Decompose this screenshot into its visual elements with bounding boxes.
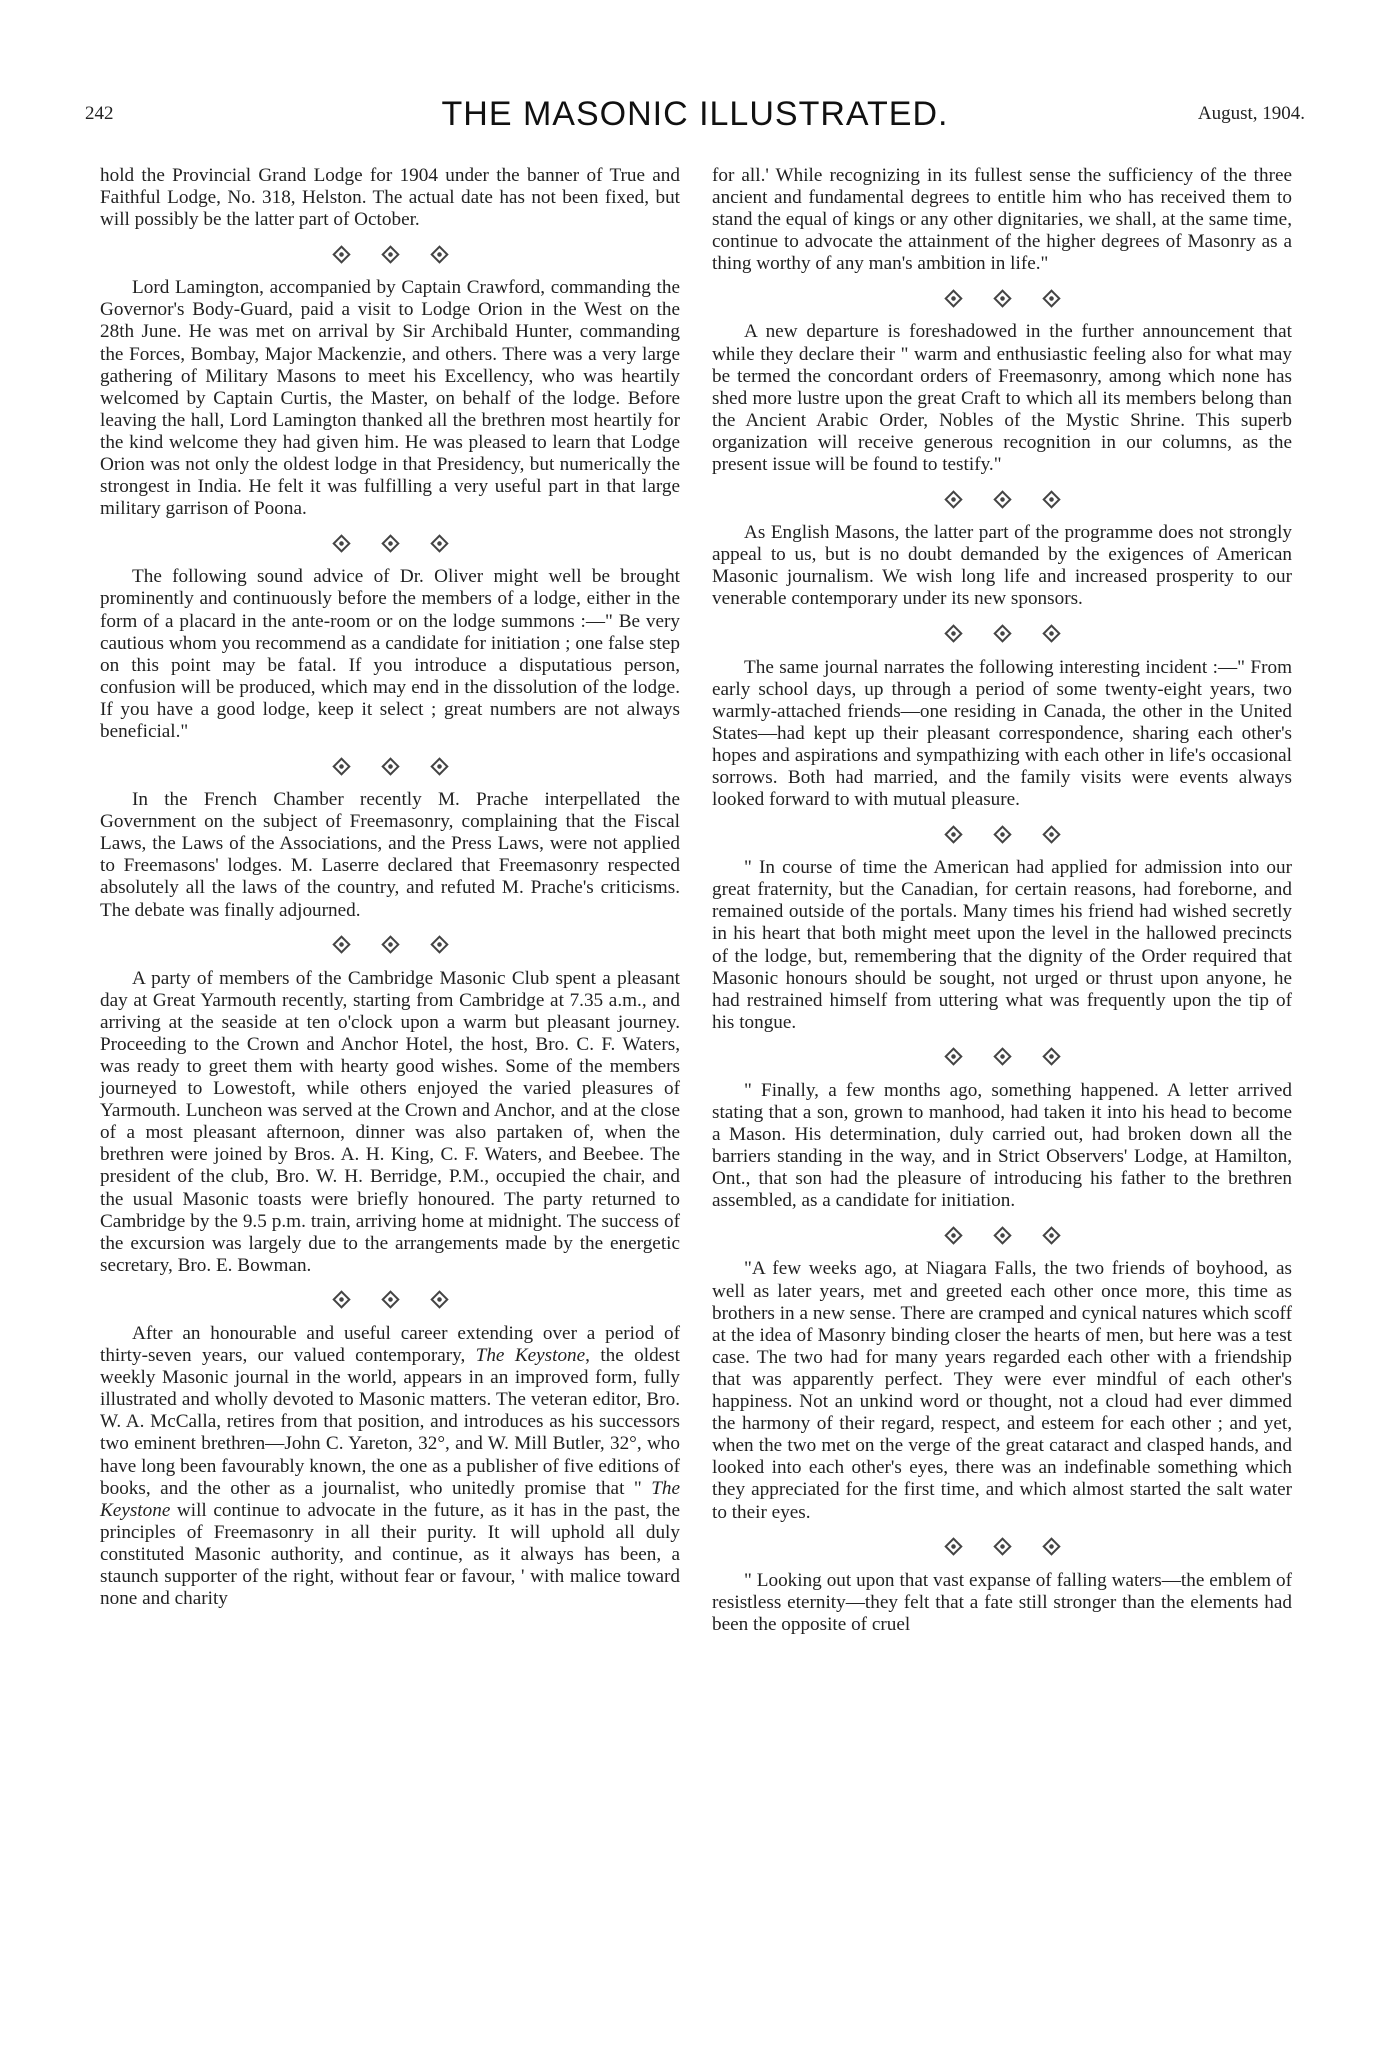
page-number: 242 bbox=[85, 103, 114, 124]
ornament-separator bbox=[100, 743, 680, 789]
diamond-ornament-icon bbox=[381, 1291, 399, 1309]
diamond-ornament-icon bbox=[430, 757, 448, 775]
diamond-ornament-icon bbox=[381, 757, 399, 775]
diamond-ornament-icon bbox=[381, 534, 399, 552]
diamond-ornament-icon bbox=[332, 1291, 350, 1309]
masthead-title: THE MASONIC ILLUSTRATED. bbox=[441, 95, 949, 133]
paragraph-keystone-continued: for all.' While recognizing in its fullest sense the sufficiency of the three ancient and fundamental degrees to entitle him who has received them to stand the equal of kings or any other dignitaries, we shall, at the same time, continue to advocate the attainment of the higher degrees of Masonry as a thing worthy of any man's ambition in life." bbox=[712, 165, 1292, 275]
diamond-ornament-icon bbox=[993, 1226, 1011, 1244]
paragraph-french-chamber: In the French Chamber recently M. Prache interpellated the Government on the subject of Freemasonry, complaining that the Fiscal Laws, the Laws of the Associations, and the Press Laws, were not applied to Freemasons' lodges. M. Laserre declared that Freemasonry respected absolutely all the laws of the country, and refuted M. Prache's criticisms. The debate was finally adjourned. bbox=[100, 789, 680, 921]
paragraph-dr-oliver-advice: The following sound advice of Dr. Oliver might well be brought prominently and continuously before the members of a lodge, either in the form of a placard in the ante-room or on the lodge summons :—" Be very cautious whom you recommend as a candidate for initiation ; one false step on this point may be fatal. If you introduce a disputatious person, confusion will be produced, which may end in the dissolution of the lodge. If you have a good lodge, keep it select ; great numbers are not always beneficial." bbox=[100, 566, 680, 742]
paragraph-niagara-falls: "A few weeks ago, at Niagara Falls, the two friends of boyhood, as well as later years, met and greeted each other once more, this time as brothers in a new sense. There are cramped and cynical natures which scoff at the idea of Masonry binding closer the hearts of men, but here was a test case. The two had for many years regarded each other with a friendship that was apparently perfect. They were ever mindful of each other's happiness. Not an unkind word or thought, not a cloud had ever dimmed the harmony of their regard, respect, and esteem for each other ; and yet, when the two met on the verge of the great cataract and clasped hands, and looked into each other's eyes, there was an indefinable something which they appreciated for the first time, and which almost started the salt water to their eyes. bbox=[712, 1258, 1292, 1523]
ornament-separator bbox=[100, 231, 680, 277]
diamond-ornament-icon bbox=[332, 935, 350, 953]
ornament-separator bbox=[712, 275, 1292, 321]
page-header bbox=[85, 95, 1305, 135]
diamond-ornament-icon bbox=[1042, 289, 1060, 307]
ornament-separator bbox=[100, 520, 680, 566]
diamond-ornament-icon bbox=[430, 534, 448, 552]
paragraph-falling-waters: " Looking out upon that vast expanse of falling waters—the emblem of resistless eternity—they felt that a fate still stronger than the elements had been the opposite of cruel bbox=[712, 1569, 1292, 1635]
diamond-ornament-icon bbox=[944, 1226, 962, 1244]
diamond-ornament-icon bbox=[1042, 1226, 1060, 1244]
paragraph-new-departure: A new departure is foreshadowed in the further announcement that while they declare their " warm and enthusiastic feeling also for what may be termed the concordant orders of Freemasonry, among which none has shed more lustre upon the great Craft to which all its members belong than the Ancient Arabic Order, Nobles of the Mystic Shrine. This superb organization will receive generous recognition in our columns, as the present issue will be found to testify." bbox=[712, 321, 1292, 476]
diamond-ornament-icon bbox=[430, 1291, 448, 1309]
ornament-separator bbox=[712, 1034, 1292, 1080]
diamond-ornament-icon bbox=[430, 935, 448, 953]
ornament-separator bbox=[712, 476, 1292, 522]
left-column bbox=[100, 165, 680, 1610]
ornament-separator bbox=[712, 1524, 1292, 1570]
diamond-ornament-icon bbox=[993, 825, 1011, 843]
diamond-ornament-icon bbox=[944, 1537, 962, 1555]
ornament-separator bbox=[100, 1277, 680, 1323]
diamond-ornament-icon bbox=[944, 1048, 962, 1066]
paragraph-helston-lodge: hold the Provincial Grand Lodge for 1904 under the banner of True and Faithful Lodge, No. 318, Helston. The actual date has not been fixed, but will possibly be the latter part of October. bbox=[100, 165, 680, 231]
paragraph-admission: " In course of time the American had applied for admission into our great fraternity, but the Canadian, for certain reasons, had foreborne, and remained outside of the portals. Many times his friend had wished secretly in his heart that both might meet upon the level in the hallowed precincts of the lodge, but, remembering that the dignity of the Order required that Masonic honours should be sought, not urged or thrust upon anyone, he had restrained himself from uttering what was frequently upon the tip of his tongue. bbox=[712, 857, 1292, 1033]
paragraph-finally: " Finally, a few months ago, something happened. A letter arrived stating that a son, grown to manhood, had taken it into his head to become a Mason. His determination, duly carried out, had broken down all the barriers standing in the way, and in Strict Observers' Lodge, at Hamilton, Ont., that son had the pleasure of introducing his father to the brethren assembled, as a candidate for initiation. bbox=[712, 1079, 1292, 1212]
diamond-ornament-icon bbox=[944, 289, 962, 307]
right-column bbox=[712, 165, 1292, 1636]
diamond-ornament-icon bbox=[332, 757, 350, 775]
keystone-text-3: will continue to advocate in the future, as it has in the past, the principles of Freemasonry in all their purity. It will uphold all duly constituted Masonic authority, and continue, as it always has been, a staunch supporter of the right, without fear or favour, ' with malice toward none and charity bbox=[100, 1499, 680, 1610]
keystone-text-1: After an honourable and useful career extending over a period of thirty-seven years, our valued contemporary, bbox=[100, 1322, 680, 1367]
diamond-ornament-icon bbox=[1042, 490, 1060, 508]
keystone-text-2: , the oldest weekly Masonic journal in the world, appears in an improved form, fully illustrated and wholly devoted to Masonic matters. The veteran editor, Bro. W. A. McCalla, retires from that position, and introduces as his successors two eminent brethren—John C. Yareton, 32°, and W. Mill Butler, 32°, who have long been favourably known, the one as a publisher of five editions of books, and the other as a journalist, who unitedly promise that " bbox=[100, 1345, 680, 1499]
issue-date: August, 1904. bbox=[1197, 103, 1305, 124]
paragraph-lord-lamington: Lord Lamington, accompanied by Captain Crawford, commanding the Governor's Body-Guard, paid a visit to Lodge Orion in the West on the 28th June. He was met on arrival by Sir Archibald Hunter, commanding the Forces, Bombay, Major Mackenzie, and others. There was a very large gathering of Military Masons to meet his Excellency, who was heartily welcomed by Captain Curtis, the Master, on behalf of the lodge. Before leaving the hall, Lord Lamington thanked all the brethren most heartily for the kind welcome they had given him. He was pleased to learn that Lodge Orion was not only the oldest lodge in that Presidency, but numerically the strongest in India. He felt it was fulfilling a very useful part in that large military garrison of Poona. bbox=[100, 277, 680, 520]
paragraph-cambridge-club: A party of members of the Cambridge Masonic Club spent a pleasant day at Great Yarmouth recently, starting from Cambridge at 7.35 a.m., and arriving at the seaside at ten o'clock upon a warm but pleasant journey. Proceeding to the Crown and Anchor Hotel, the host, Bro. C. F. Waters, was ready to greet them with hearty good wishes. Some of the members journeyed to Lowestoft, while others enjoyed the varied pleasures of Yarmouth. Luncheon was served at the Crown and Anchor, and at the close of a most pleasant afternoon, dinner was also partaken of, when the brethren were joined by Bros. A. H. King, C. F. Waters, and Beebee. The president of the club, Bro. W. H. Berridge, P.M., occupied the chair, and the usual Masonic toasts were briefly honoured. The party returned to Cambridge by the 9.5 p.m. train, arriving home at midnight. The success of the excursion was largely due to the arrangements made by the energetic secretary, Bro. E. Bowman. bbox=[100, 967, 680, 1276]
diamond-ornament-icon bbox=[1042, 1537, 1060, 1555]
diamond-ornament-icon bbox=[332, 245, 350, 263]
diamond-ornament-icon bbox=[944, 825, 962, 843]
keystone-title-1: The Keystone bbox=[475, 1345, 586, 1367]
diamond-ornament-icon bbox=[381, 245, 399, 263]
ornament-separator bbox=[100, 922, 680, 968]
paragraph-keystone bbox=[100, 1323, 680, 1610]
ornament-separator bbox=[712, 611, 1292, 657]
diamond-ornament-icon bbox=[381, 935, 399, 953]
ornament-separator bbox=[712, 1212, 1292, 1258]
ornament-separator bbox=[712, 811, 1292, 857]
diamond-ornament-icon bbox=[944, 624, 962, 642]
diamond-ornament-icon bbox=[1042, 624, 1060, 642]
diamond-ornament-icon bbox=[944, 490, 962, 508]
diamond-ornament-icon bbox=[993, 1048, 1011, 1066]
paragraph-english-masons: As English Masons, the latter part of the programme does not strongly appeal to us, but is no doubt demanded by the exigences of American Masonic journalism. We wish long life and increased prosperity to our venerable contemporary under its new sponsors. bbox=[712, 522, 1292, 610]
paragraph-interesting-incident: The same journal narrates the following interesting incident :—" From early school days, up through a period of some twenty-eight years, two warmly-attached friends—one residing in Canada, the other in the United States—had kept up their pleasant correspondence, sharing each other's hopes and aspirations and sympathizing with each other in life's occasional sorrows. Both had married, and the family visits were events always looked forward to with mutual pleasure. bbox=[712, 656, 1292, 811]
diamond-ornament-icon bbox=[430, 245, 448, 263]
diamond-ornament-icon bbox=[993, 1537, 1011, 1555]
diamond-ornament-icon bbox=[993, 624, 1011, 642]
diamond-ornament-icon bbox=[993, 490, 1011, 508]
diamond-ornament-icon bbox=[332, 534, 350, 552]
diamond-ornament-icon bbox=[1042, 1048, 1060, 1066]
keystone-title-2: The Keystone bbox=[100, 1477, 680, 1521]
diamond-ornament-icon bbox=[1042, 825, 1060, 843]
diamond-ornament-icon bbox=[993, 289, 1011, 307]
